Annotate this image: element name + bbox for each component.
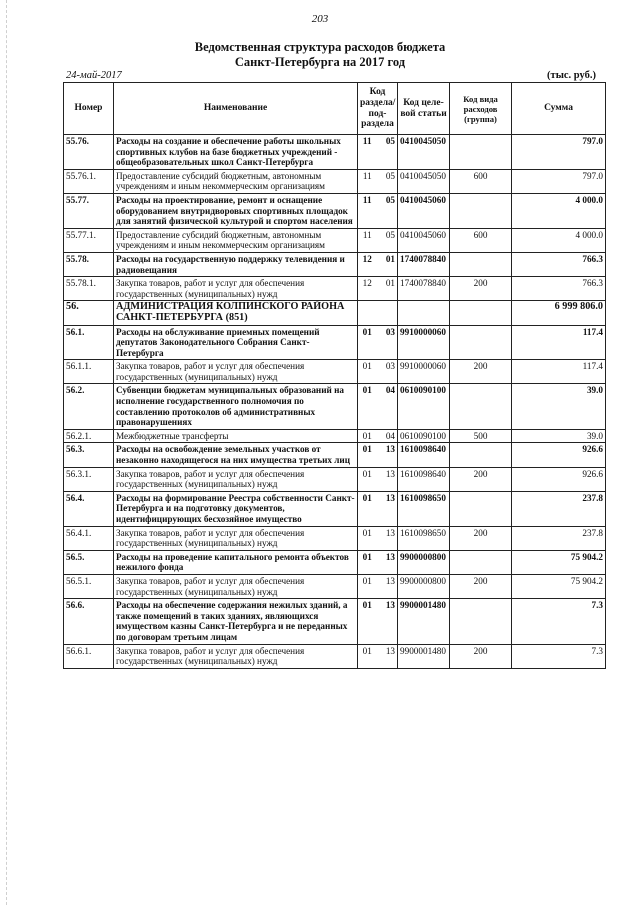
row-sum: 117.4 [512, 325, 606, 360]
table-row [64, 599, 606, 644]
row-section-code: 01 [358, 325, 377, 360]
row-article-code: 0410045060 [398, 228, 450, 252]
row-sum: 75 904.2 [512, 550, 606, 574]
row-subsection-code: 13 [377, 526, 398, 550]
row-section-code: 01 [358, 526, 377, 550]
row-name: Расходы на создание и обеспечение работы школьных спортивных клубов на базе бюджетных учреждений - общеобразовательных школ Санкт-Петербурга [114, 135, 358, 170]
row-number: 56.6. [64, 599, 114, 644]
row-number: 55.77.1. [64, 228, 114, 252]
row-sum: 797.0 [512, 135, 606, 170]
row-name: Предоставление субсидий бюджетным, автономным учреждениям и иным некоммерческим организациям [114, 169, 358, 193]
row-name: Закупка товаров, работ и услуг для обеспечения государственных (муниципальных) нужд [114, 574, 358, 598]
row-kind-code: 200 [450, 277, 512, 301]
row-section-code: 01 [358, 443, 377, 467]
row-name: Предоставление субсидий бюджетным, автономным учреждениям и иным некоммерческим организациям [114, 228, 358, 252]
row-section-code: 11 [358, 135, 377, 170]
row-subsection-code [377, 301, 398, 325]
row-sum: 797.0 [512, 169, 606, 193]
row-sum: 7.3 [512, 599, 606, 644]
row-sum: 75 904.2 [512, 574, 606, 598]
row-kind-code: 500 [450, 429, 512, 443]
document-title [0, 40, 640, 70]
row-section-code: 01 [358, 491, 377, 526]
row-name: Расходы на обслуживание приемных помещений депутатов Законодательного Собрания Санкт-Петербурга [114, 325, 358, 360]
row-kind-code: 200 [450, 467, 512, 491]
row-subsection-code: 13 [377, 491, 398, 526]
table-row [64, 252, 606, 276]
row-section-code: 01 [358, 644, 377, 668]
row-number: 56.3.1. [64, 467, 114, 491]
row-name: Закупка товаров, работ и услуг для обеспечения государственных (муниципальных) нужд [114, 644, 358, 668]
row-sum: 4 000.0 [512, 228, 606, 252]
row-kind-code [450, 384, 512, 429]
header-name: Наименование [114, 83, 358, 135]
row-number: 55.77. [64, 193, 114, 228]
row-kind-code: 200 [450, 574, 512, 598]
row-subsection-code: 13 [377, 644, 398, 668]
row-kind-code [450, 135, 512, 170]
row-article-code: 0410045050 [398, 135, 450, 170]
row-subsection-code: 03 [377, 360, 398, 384]
row-number: 56. [64, 301, 114, 325]
row-kind-code [450, 599, 512, 644]
row-kind-code: 200 [450, 526, 512, 550]
row-article-code: 9900000800 [398, 550, 450, 574]
row-number: 56.3. [64, 443, 114, 467]
row-article-code: 0610090100 [398, 429, 450, 443]
row-sum: 237.8 [512, 491, 606, 526]
table-row [64, 526, 606, 550]
row-name: Расходы на формирование Реестра собственности Санкт-Петербурга и на подготовку документов, идентифицирующих бесхозяйное имущество [114, 491, 358, 526]
row-number: 56.5.1. [64, 574, 114, 598]
row-number: 55.76.1. [64, 169, 114, 193]
row-section-code: 11 [358, 169, 377, 193]
header-sum: Сумма [512, 83, 606, 135]
row-section-code: 11 [358, 193, 377, 228]
table-row [64, 574, 606, 598]
row-kind-code: 600 [450, 169, 512, 193]
row-name: Расходы на государственную поддержку телевидения и радиовещания [114, 252, 358, 276]
row-subsection-code: 04 [377, 384, 398, 429]
row-subsection-code: 13 [377, 599, 398, 644]
row-kind-code [450, 550, 512, 574]
units-label: (тыс. руб.) [547, 70, 596, 81]
row-subsection-code: 13 [377, 443, 398, 467]
row-number: 56.1.1. [64, 360, 114, 384]
row-kind-code [450, 193, 512, 228]
table-row [64, 644, 606, 668]
row-sum: 766.3 [512, 277, 606, 301]
table-body [64, 135, 606, 669]
table-row [64, 443, 606, 467]
row-name: Расходы на освобождение земельных участков от незаконно находящегося на них имущества третьих лиц [114, 443, 358, 467]
row-sum: 237.8 [512, 526, 606, 550]
table-row [64, 135, 606, 170]
row-name: Расходы на проведение капитального ремонта объектов нежилого фонда [114, 550, 358, 574]
row-article-code: 9900001480 [398, 599, 450, 644]
row-section-code: 12 [358, 252, 377, 276]
scan-edge-line [6, 0, 8, 905]
table-row [64, 277, 606, 301]
row-article-code: 9900000800 [398, 574, 450, 598]
row-article-code: 1610098640 [398, 467, 450, 491]
title-line-2: Санкт-Петербурга на 2017 год [234, 55, 406, 69]
row-article-code: 1740078840 [398, 252, 450, 276]
row-subsection-code: 01 [377, 252, 398, 276]
table-row [64, 228, 606, 252]
row-number: 56.5. [64, 550, 114, 574]
row-number: 56.4. [64, 491, 114, 526]
row-sum: 117.4 [512, 360, 606, 384]
row-kind-code [450, 443, 512, 467]
row-name: Субвенции бюджетам муниципальных образований на исполнение государственного полномочия по составлению протоколов об административных правонарушениях [114, 384, 358, 429]
row-section-code: 11 [358, 228, 377, 252]
table-row [64, 169, 606, 193]
table-row [64, 491, 606, 526]
row-number: 56.1. [64, 325, 114, 360]
row-kind-code [450, 491, 512, 526]
row-article-code: 0410045060 [398, 193, 450, 228]
row-section-code [358, 301, 377, 325]
row-number: 55.78. [64, 252, 114, 276]
row-section-code: 01 [358, 599, 377, 644]
row-subsection-code: 05 [377, 228, 398, 252]
row-name: АДМИНИСТРАЦИЯ КОЛПИНСКОГО РАЙОНА САНКТ-ПЕТЕРБУРГА (851) [114, 301, 358, 325]
row-kind-code [450, 325, 512, 360]
row-subsection-code: 13 [377, 467, 398, 491]
table-row [64, 325, 606, 360]
row-number: 56.2.1. [64, 429, 114, 443]
row-sum: 926.6 [512, 467, 606, 491]
table-row [64, 193, 606, 228]
row-sum: 4 000.0 [512, 193, 606, 228]
row-article-code: 1610098650 [398, 526, 450, 550]
header-kind: Код вида расходов (группа) [450, 83, 512, 135]
row-kind-code: 600 [450, 228, 512, 252]
row-article-code: 1610098640 [398, 443, 450, 467]
table-header-row [64, 83, 606, 135]
header-number: Номер [64, 83, 114, 135]
row-subsection-code: 03 [377, 325, 398, 360]
row-sum: 39.0 [512, 384, 606, 429]
title-line-1: Ведомственная структура расходов бюджета [194, 40, 446, 54]
row-section-code: 01 [358, 360, 377, 384]
row-article-code: 0410045050 [398, 169, 450, 193]
row-kind-code: 200 [450, 644, 512, 668]
row-section-code: 01 [358, 574, 377, 598]
row-number: 55.78.1. [64, 277, 114, 301]
row-article-code: 1610098650 [398, 491, 450, 526]
row-kind-code [450, 301, 512, 325]
table-row [64, 467, 606, 491]
header-section: Код раздела/ под-раздела [358, 83, 398, 135]
table-row [64, 384, 606, 429]
row-article-code: 9910000060 [398, 360, 450, 384]
row-number: 56.6.1. [64, 644, 114, 668]
table-row [64, 429, 606, 443]
row-sum: 926.6 [512, 443, 606, 467]
row-name: Расходы на обеспечение содержания нежилых зданий, а также помещений в таких зданиях, являющихся имуществом казны Санкт-Петербурга и не переданных по договорам третьим лицам [114, 599, 358, 644]
row-number: 56.4.1. [64, 526, 114, 550]
row-name: Расходы на проектирование, ремонт и оснащение оборудованием внутридворовых спортивных площадок для занятий физической культурой и спортом населения [114, 193, 358, 228]
row-subsection-code: 13 [377, 574, 398, 598]
row-name: Закупка товаров, работ и услуг для обеспечения государственных (муниципальных) нужд [114, 277, 358, 301]
row-section-code: 01 [358, 467, 377, 491]
row-sum: 766.3 [512, 252, 606, 276]
row-kind-code [450, 252, 512, 276]
row-sum: 6 999 806.0 [512, 301, 606, 325]
row-sum: 7.3 [512, 644, 606, 668]
row-article-code: 9910000060 [398, 325, 450, 360]
row-name: Межбюджетные трансферты [114, 429, 358, 443]
row-article-code [398, 301, 450, 325]
row-article-code: 0610090100 [398, 384, 450, 429]
row-sum: 39.0 [512, 429, 606, 443]
row-subsection-code: 01 [377, 277, 398, 301]
table-row [64, 301, 606, 325]
table-row [64, 550, 606, 574]
row-section-code: 01 [358, 384, 377, 429]
row-number: 56.2. [64, 384, 114, 429]
row-subsection-code: 05 [377, 193, 398, 228]
budget-table [63, 82, 606, 669]
row-subsection-code: 05 [377, 169, 398, 193]
row-subsection-code: 04 [377, 429, 398, 443]
row-subsection-code: 13 [377, 550, 398, 574]
row-section-code: 01 [358, 550, 377, 574]
row-name: Закупка товаров, работ и услуг для обеспечения государственных (муниципальных) нужд [114, 360, 358, 384]
page-number: 203 [311, 13, 329, 25]
row-section-code: 01 [358, 429, 377, 443]
row-number: 55.76. [64, 135, 114, 170]
row-section-code: 12 [358, 277, 377, 301]
row-article-code: 1740078840 [398, 277, 450, 301]
document-date: 24-май-2017 [66, 70, 122, 81]
header-article: Код целе-вой статьи [398, 83, 450, 135]
table-row [64, 360, 606, 384]
row-subsection-code: 05 [377, 135, 398, 170]
row-article-code: 9900001480 [398, 644, 450, 668]
row-name: Закупка товаров, работ и услуг для обеспечения государственных (муниципальных) нужд [114, 526, 358, 550]
row-kind-code: 200 [450, 360, 512, 384]
row-name: Закупка товаров, работ и услуг для обеспечения государственных (муниципальных) нужд [114, 467, 358, 491]
